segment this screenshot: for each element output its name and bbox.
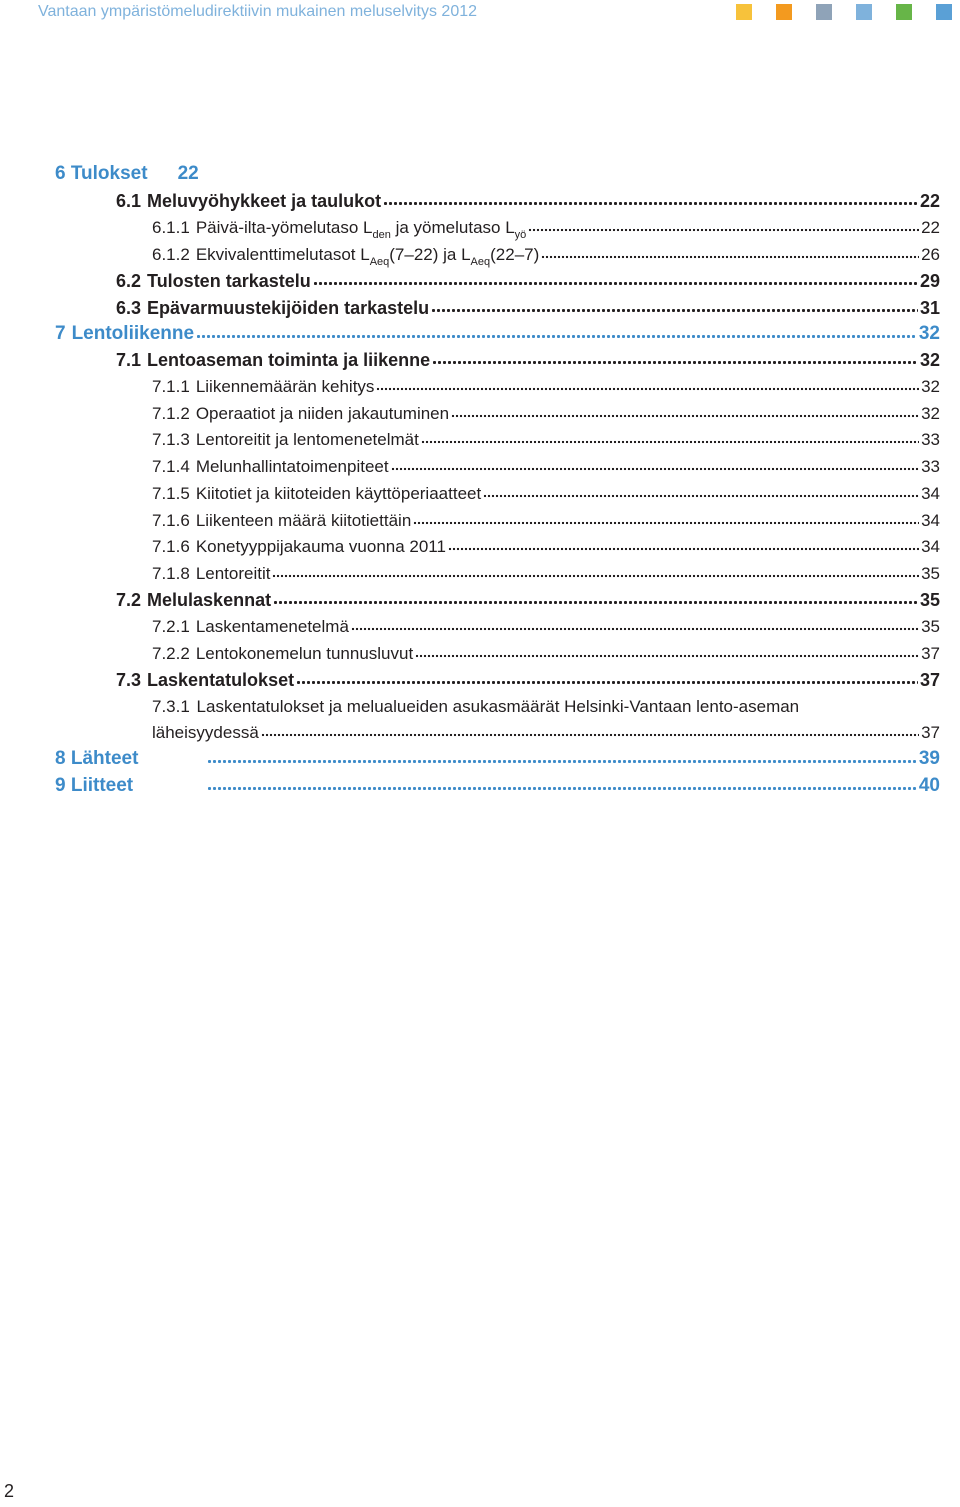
label-part: (7–22) ja L [389,245,471,264]
label-part: Ekvivalenttimelutasot L [195,245,370,264]
toc-section-number: 7.1.4 [152,457,190,477]
toc-entry-9[interactable] [0,773,940,799]
color-square-3 [816,4,832,20]
toc-entry-label: Lentoreitit ja lentomenetelmät [195,430,419,450]
toc-page-number: 31 [919,298,940,318]
toc-entry-label: Konetyyppijakauma vuonna 2011 [195,537,446,557]
toc-section-number: 6.1 [116,191,142,211]
toc-entry-label: Laskentamenetelmä [195,617,349,636]
toc-entry-6-2[interactable] [0,268,940,294]
toc-entry-label: Meluvyöhykkeet ja taulukot [147,191,382,211]
dot-leader [421,438,919,446]
toc-page-number: 37 [921,723,940,742]
toc-section-number: 7 [55,323,66,344]
color-square-2 [776,4,792,20]
toc-entry-label: Lentoaseman toiminta ja liikenne [147,350,431,370]
toc-section-number: 7.1.1 [152,377,190,396]
page-number: 2 [4,1481,15,1501]
dot-leader [432,358,918,366]
toc-entry-label: Kiitotiet ja kiitoteiden käyttöperiaatteet [195,483,482,503]
toc-entry-6[interactable] [0,161,940,187]
toc-page-number: 37 [919,670,940,690]
toc-subentry[interactable] [0,401,940,427]
toc-section-number: 6.1.2 [152,245,190,264]
toc-page-number: 34 [921,510,940,530]
running-header: Vantaan ympäristömeludirektiivin mukainen meluselvitys 2012 [38,3,478,20]
toc-section-number: 6.1.1 [152,218,190,237]
toc-entry-6-3[interactable] [0,295,940,321]
toc-page-number: 37 [921,643,940,663]
toc-entry-label: Operaatiot ja niiden jakautuminen [195,403,450,423]
toc-page-number: 35 [919,590,940,610]
toc-page-number: 39 [918,748,940,769]
toc-subentry[interactable] [0,641,940,667]
toc-entry-label: 8 Lähteet [55,748,139,769]
toc-entry-7-3[interactable] [0,667,940,693]
toc-section-number: 7.1.8 [152,563,190,583]
dot-leader [273,598,918,606]
toc-page-number: 35 [921,617,940,636]
color-square-4 [856,4,872,20]
dot-leader [261,731,919,739]
subscript: yö [514,229,527,241]
dot-leader [415,652,919,660]
subscript: Aeq [470,256,491,268]
label-part: (22–7) [490,245,540,264]
toc-section-number: 7.1.5 [152,483,190,503]
toc-page-number: 22 [177,163,199,184]
toc-section-number: 7.3.1 [152,697,190,716]
toc-entry-label: Melunhallintatoimenpiteet [195,457,389,477]
toc-subentry[interactable] [0,454,940,480]
label-part: Päivä-ilta-yömelutaso L [195,218,373,237]
dot-leader [383,199,918,207]
color-square-6 [936,4,952,20]
dot-leader [196,332,917,340]
toc-entry-label: Melulaskennat [147,590,272,610]
dot-leader [207,784,917,792]
toc-subentry[interactable] [0,614,940,640]
toc-section-number: 7.1.6 [152,537,190,557]
toc-page-number: 34 [921,537,940,557]
dot-leader [413,519,919,527]
toc-section-number: 7.2.2 [152,643,190,663]
toc-subentry[interactable] [0,561,940,587]
toc-entry-6-1[interactable] [0,188,940,214]
toc-entry-label: 9 Liitteet [55,775,134,796]
toc-page-number: 34 [921,483,940,503]
toc-entry-label: Lentoliikenne [71,323,195,344]
toc-page-number: 35 [921,563,940,583]
toc-entry-8[interactable] [0,746,940,772]
toc-entry-label: Lentokonemelun tunnusluvut [195,643,414,663]
toc-section-number: 7.1.6 [152,510,190,530]
toc-subentry[interactable] [0,508,940,534]
dot-leader [451,412,919,420]
toc-page-number: 32 [918,323,940,344]
toc-section-number: 7.3 [116,670,142,690]
toc-page-number: 22 [921,218,940,237]
toc-entry-label: Epävarmuustekijöiden tarkastelu [147,298,430,318]
label-part: ja yömelutaso L [390,218,515,237]
subscript: den [372,229,391,241]
dot-leader [313,279,918,287]
toc-page-number: 32 [921,377,940,396]
toc-page-number: 22 [919,191,940,211]
toc-subentry[interactable] [0,534,940,560]
toc-section-number: 7.2.1 [152,617,190,636]
dot-leader [541,253,919,261]
toc-section-number: 7.2 [116,590,142,610]
subscript: Aeq [369,256,390,268]
toc-entry-6-1-2[interactable] [0,242,940,268]
toc-page-number: 32 [921,403,940,423]
dot-leader [351,625,919,633]
toc-entry-label: Laskentatulokset ja melualueiden asukasmäärät Helsinki-Vantaan lento-aseman [196,697,800,716]
toc-subentry[interactable] [0,374,940,400]
toc-heading-label: 6 Tulokset [55,163,148,184]
toc-entry-7-3-1-line1[interactable] [152,694,799,720]
toc-section-number: 6.3 [116,298,142,318]
toc-entry-label: Lentoreitit [195,563,271,583]
color-square-5 [896,4,912,20]
dot-leader [207,757,917,765]
toc-section-number: 7.1.2 [152,403,190,423]
toc-entry-label: Liikenteen määrä kiitotiettäin [195,510,412,530]
toc-entry-label: Tulosten tarkastelu [147,271,311,291]
toc-page-number: 40 [918,775,940,796]
color-square-1 [736,4,752,20]
toc-page-number: 33 [921,457,940,477]
toc-entry-7[interactable] [0,321,940,347]
toc-page-number: 32 [919,350,940,370]
toc-entry-7-1[interactable] [0,347,940,373]
toc-page-number: 29 [919,271,940,291]
dot-leader [431,306,918,314]
toc-entry-7-3-1-line2[interactable] [0,720,940,746]
toc-subentry[interactable] [0,427,940,453]
dot-leader [296,678,918,686]
toc-entry-6-1-1[interactable] [0,215,940,241]
toc-section-number: 6.2 [116,271,142,291]
dot-leader [483,492,919,500]
dot-leader [391,465,919,473]
dot-leader [376,385,919,393]
toc-subentry[interactable] [0,481,940,507]
toc-entry-7-2[interactable] [0,587,940,613]
toc-entry-label-continued: läheisyydessä [152,723,259,742]
toc-entry-label: Liikennemäärän kehitys [195,377,375,396]
toc-entry-label: Laskentatulokset [147,670,295,690]
toc-section-number: 7.1.3 [152,430,190,450]
toc-section-number: 7.1 [116,350,142,370]
dot-leader [272,572,919,580]
dot-leader [448,545,919,553]
toc-page-number: 33 [921,430,940,450]
toc-page-number: 26 [921,245,940,264]
dot-leader [528,226,919,234]
